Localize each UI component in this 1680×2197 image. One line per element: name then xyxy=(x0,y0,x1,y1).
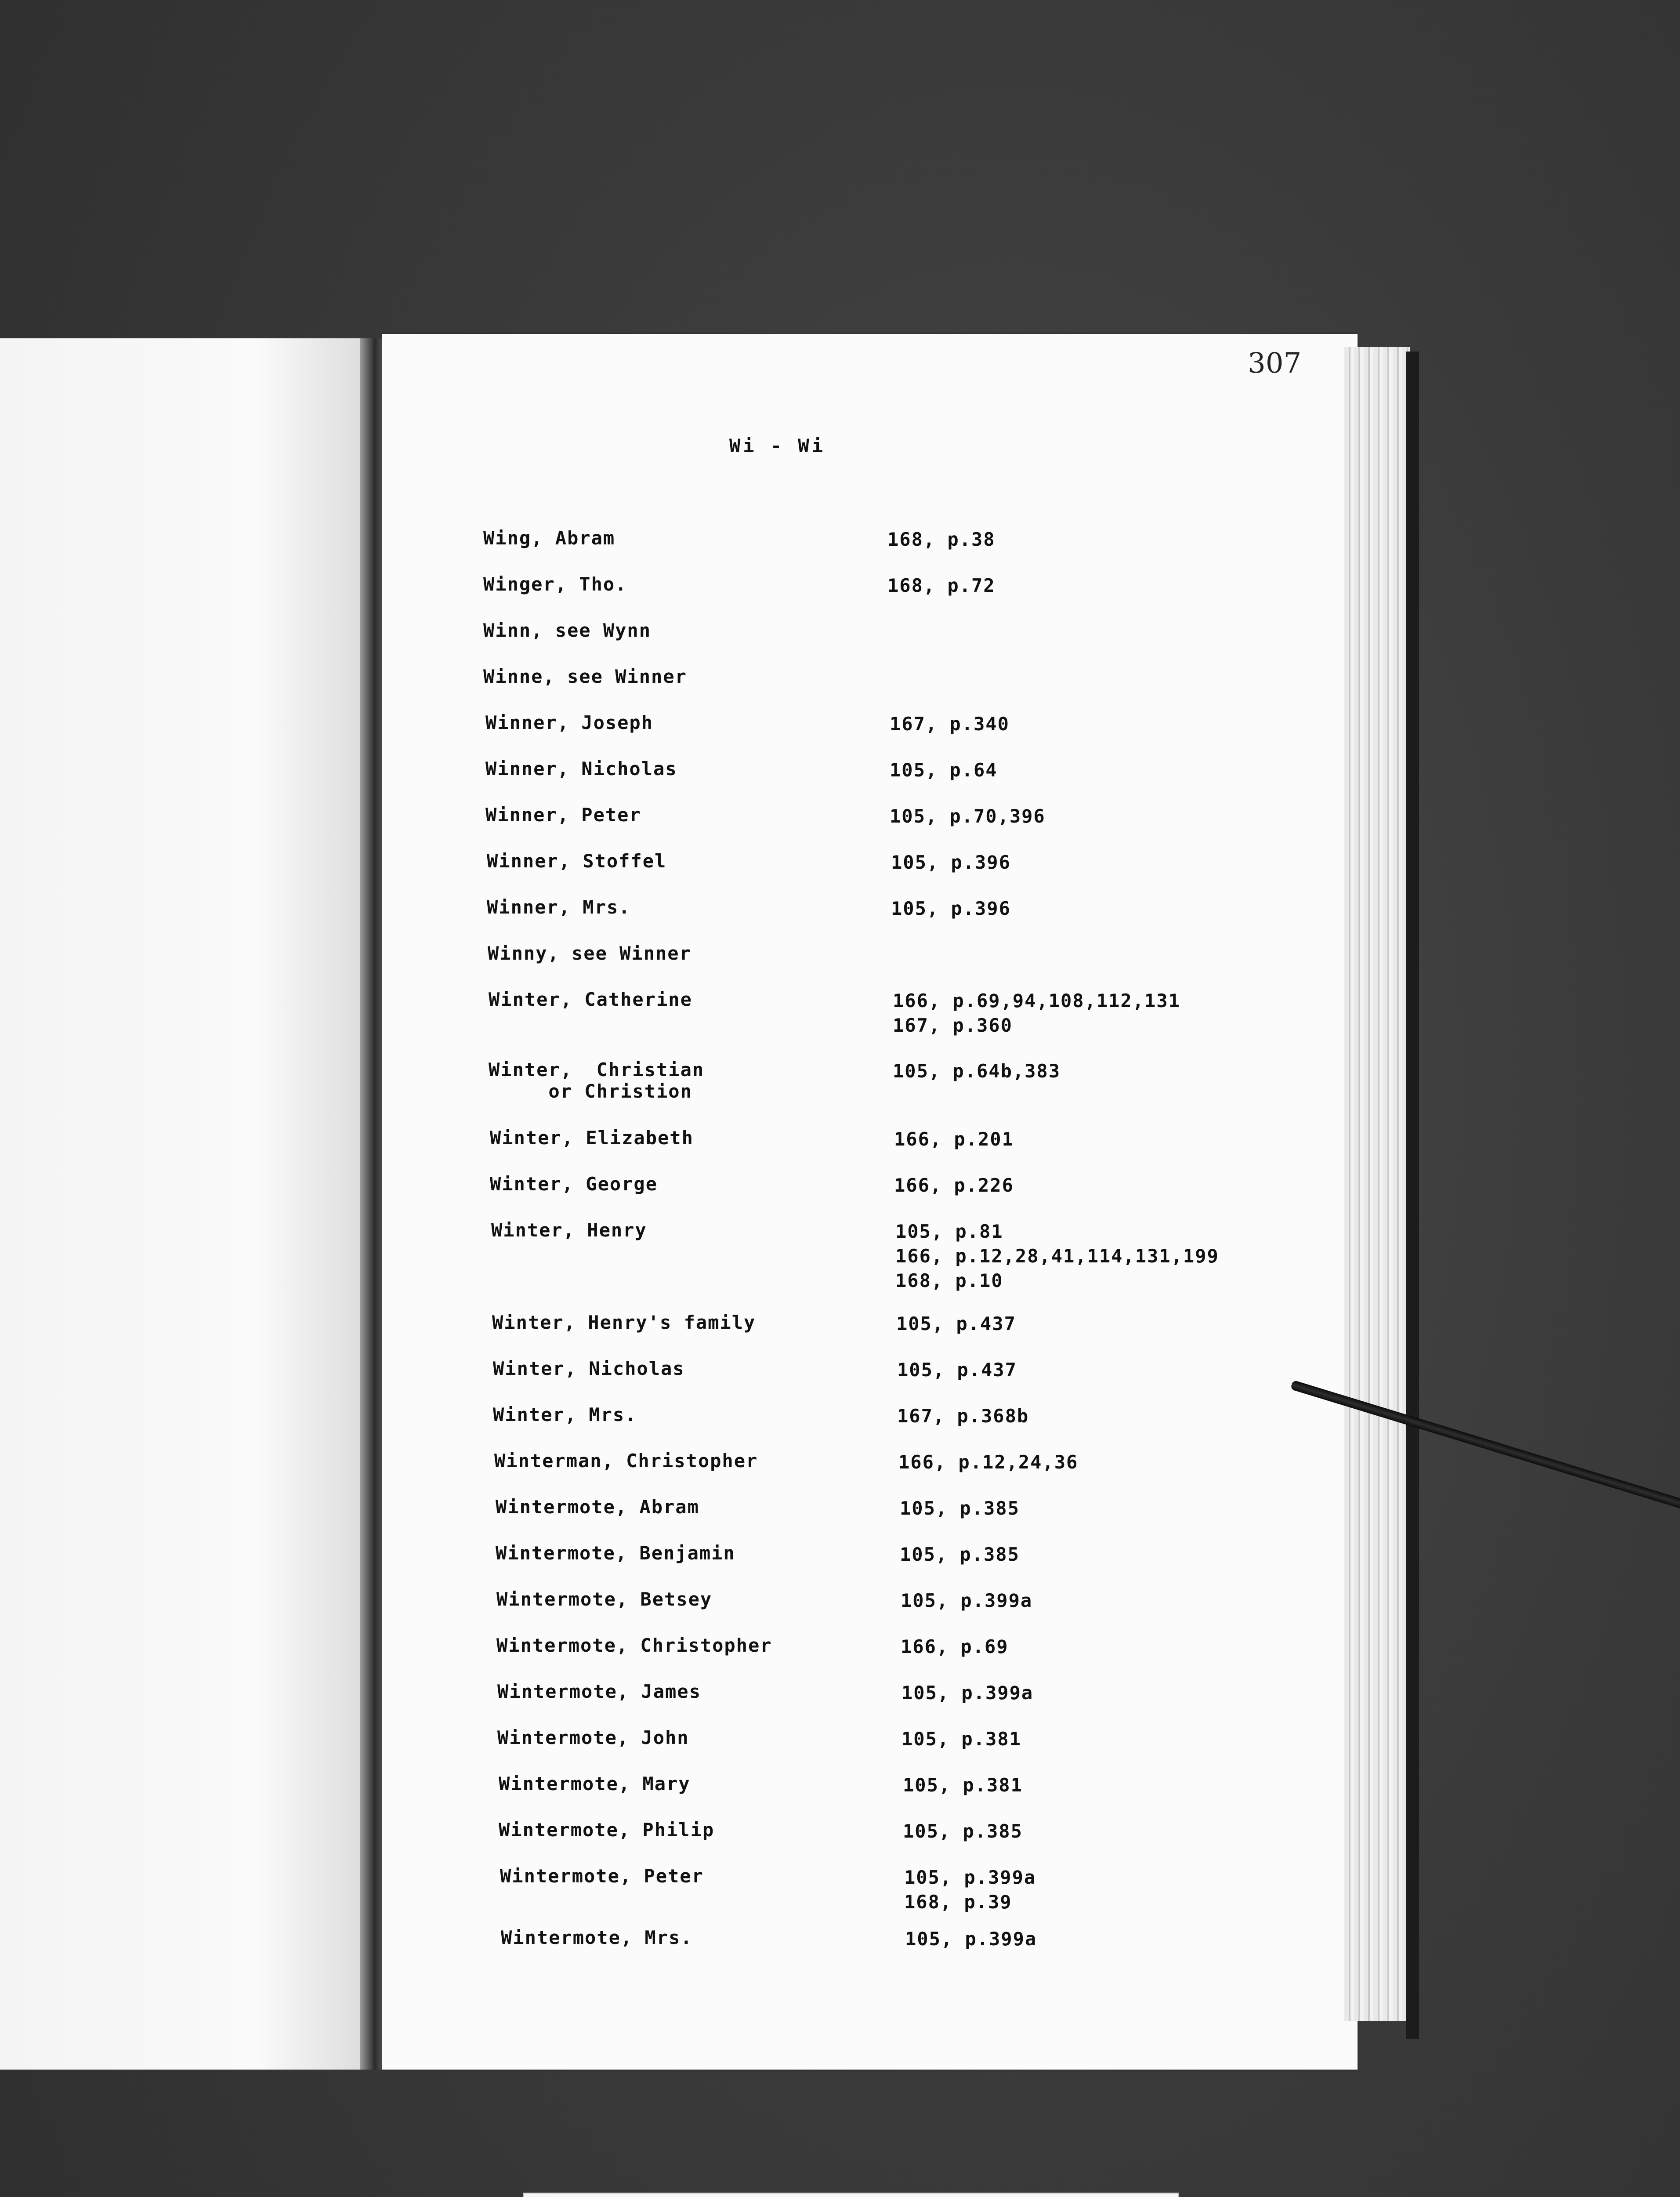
entry-reference: 105, p.399a xyxy=(902,1682,1034,1704)
book-cover-edge xyxy=(1406,352,1419,2039)
entry-name: Wintermote, Benjamin xyxy=(496,1542,735,1564)
entry-reference: 105, p.64b,383 xyxy=(893,1060,1061,1082)
entry-references xyxy=(890,758,998,783)
entry-name: Wintermote, Peter xyxy=(500,1865,704,1887)
entry-references xyxy=(904,1865,1036,1914)
entry-name: Wintermote, Mrs. xyxy=(501,1927,693,1948)
entry-name: Wintermote, John xyxy=(497,1727,689,1748)
caption-label xyxy=(523,2193,1179,2197)
entry-reference: 166, p.69,94,108,112,131 xyxy=(893,990,1180,1011)
entry-reference: 105, p.437 xyxy=(897,1359,1017,1381)
entry-reference: 105, p.399a xyxy=(901,1590,1033,1611)
entry-references xyxy=(902,1681,1033,1705)
entry-references xyxy=(896,1312,1016,1336)
entry-name: Winter, Mrs. xyxy=(493,1404,637,1425)
entry-name: Winter, Henry's family xyxy=(492,1312,756,1333)
entry-reference: 167, p.368b xyxy=(897,1405,1029,1427)
entry-references xyxy=(898,1450,1078,1475)
entry-name: Winter, George xyxy=(490,1173,658,1195)
entry-references xyxy=(894,1173,1014,1198)
entry-reference: 168, p.10 xyxy=(895,1270,1003,1291)
entry-references xyxy=(903,1773,1023,1798)
left-page xyxy=(0,338,369,2070)
page-heading: Wi - Wi xyxy=(729,435,826,457)
entry-name: Winger, Tho. xyxy=(483,573,627,595)
entry-references xyxy=(890,804,1046,829)
entry-name: Wintermote, James xyxy=(497,1681,701,1702)
entry-reference: 105, p.396 xyxy=(891,898,1011,919)
entry-references xyxy=(893,1059,1061,1084)
entry-name: Winner, Peter xyxy=(485,804,641,826)
entry-reference: 105, p.399a xyxy=(904,1867,1036,1888)
entry-name: Wintermote, Christopher xyxy=(496,1635,772,1656)
page-edges xyxy=(1344,347,1410,2021)
entry-reference: 105, p.381 xyxy=(902,1728,1021,1750)
entry-references xyxy=(901,1588,1032,1613)
entry-reference: 166, p.69 xyxy=(901,1636,1009,1657)
entry-name: Winn, see Wynn xyxy=(483,620,652,641)
entry-reference: 105, p.396 xyxy=(891,852,1011,873)
entry-name: Wintermote, Abram xyxy=(496,1496,699,1518)
entry-reference: 105, p.64 xyxy=(890,759,998,781)
entry-name: Winterman, Christopher xyxy=(494,1450,758,1472)
entry-reference: 166, p.12,24,36 xyxy=(898,1451,1079,1473)
entry-references xyxy=(887,573,996,598)
entry-name: Winner, Mrs. xyxy=(487,896,631,918)
entry-name: Winter, Elizabeth xyxy=(490,1127,694,1149)
entry-name: Winter, Nicholas xyxy=(493,1358,685,1379)
entry-references xyxy=(900,1542,1020,1567)
entry-references xyxy=(897,1404,1029,1428)
entry-references xyxy=(903,1819,1023,1844)
entry-name: Winter, Christian or Christion xyxy=(489,1059,705,1102)
entry-name: Wintermote, Betsey xyxy=(496,1588,713,1610)
entry-reference: 168, p.72 xyxy=(887,575,996,596)
entry-reference: 105, p.70,396 xyxy=(890,805,1046,827)
page-number: 307 xyxy=(1248,347,1302,380)
entry-references xyxy=(900,1496,1020,1521)
entry-name: Wintermote, Philip xyxy=(499,1819,715,1841)
entry-name: Winner, Stoffel xyxy=(487,850,667,872)
entry-references xyxy=(905,1927,1037,1951)
entry-reference: 105, p.81 xyxy=(895,1221,1003,1242)
entry-reference: 168, p.39 xyxy=(904,1891,1012,1913)
entry-reference: 105, p.381 xyxy=(903,1774,1023,1796)
entry-references xyxy=(890,712,1010,736)
entry-name: Winner, Joseph xyxy=(485,712,654,733)
entry-reference: 166, p.12,28,41,114,131,199 xyxy=(895,1245,1219,1267)
entry-reference: 166, p.226 xyxy=(894,1175,1014,1196)
entry-references xyxy=(894,1127,1014,1152)
entry-references xyxy=(895,1219,1219,1293)
entry-reference: 105, p.437 xyxy=(896,1313,1016,1334)
entry-name: Winne, see Winner xyxy=(483,666,687,687)
entry-reference: 105, p.399a xyxy=(905,1928,1037,1950)
entry-name: Wing, Abram xyxy=(483,527,616,549)
entry-reference: 166, p.201 xyxy=(894,1128,1014,1150)
entry-references xyxy=(887,527,996,552)
entry-reference: 105, p.385 xyxy=(900,1544,1020,1565)
entry-name: Winter, Henry xyxy=(491,1219,647,1241)
entry-name: Winter, Catherine xyxy=(489,989,692,1010)
entry-references xyxy=(891,850,1011,875)
entry-references xyxy=(901,1635,1009,1659)
entry-references xyxy=(891,896,1011,921)
entry-name: Winner, Nicholas xyxy=(485,758,677,779)
entry-references xyxy=(897,1358,1017,1382)
entry-name: Wintermote, Mary xyxy=(499,1773,691,1795)
entry-reference: 167, p.360 xyxy=(893,1015,1013,1036)
entry-reference: 105, p.385 xyxy=(903,1820,1023,1842)
entry-reference: 168, p.38 xyxy=(887,529,996,550)
entry-reference: 167, p.340 xyxy=(890,713,1010,735)
entry-name: Winny, see Winner xyxy=(488,943,692,964)
entry-reference: 105, p.385 xyxy=(900,1497,1020,1519)
entry-references xyxy=(893,989,1180,1038)
entry-references xyxy=(902,1727,1021,1751)
